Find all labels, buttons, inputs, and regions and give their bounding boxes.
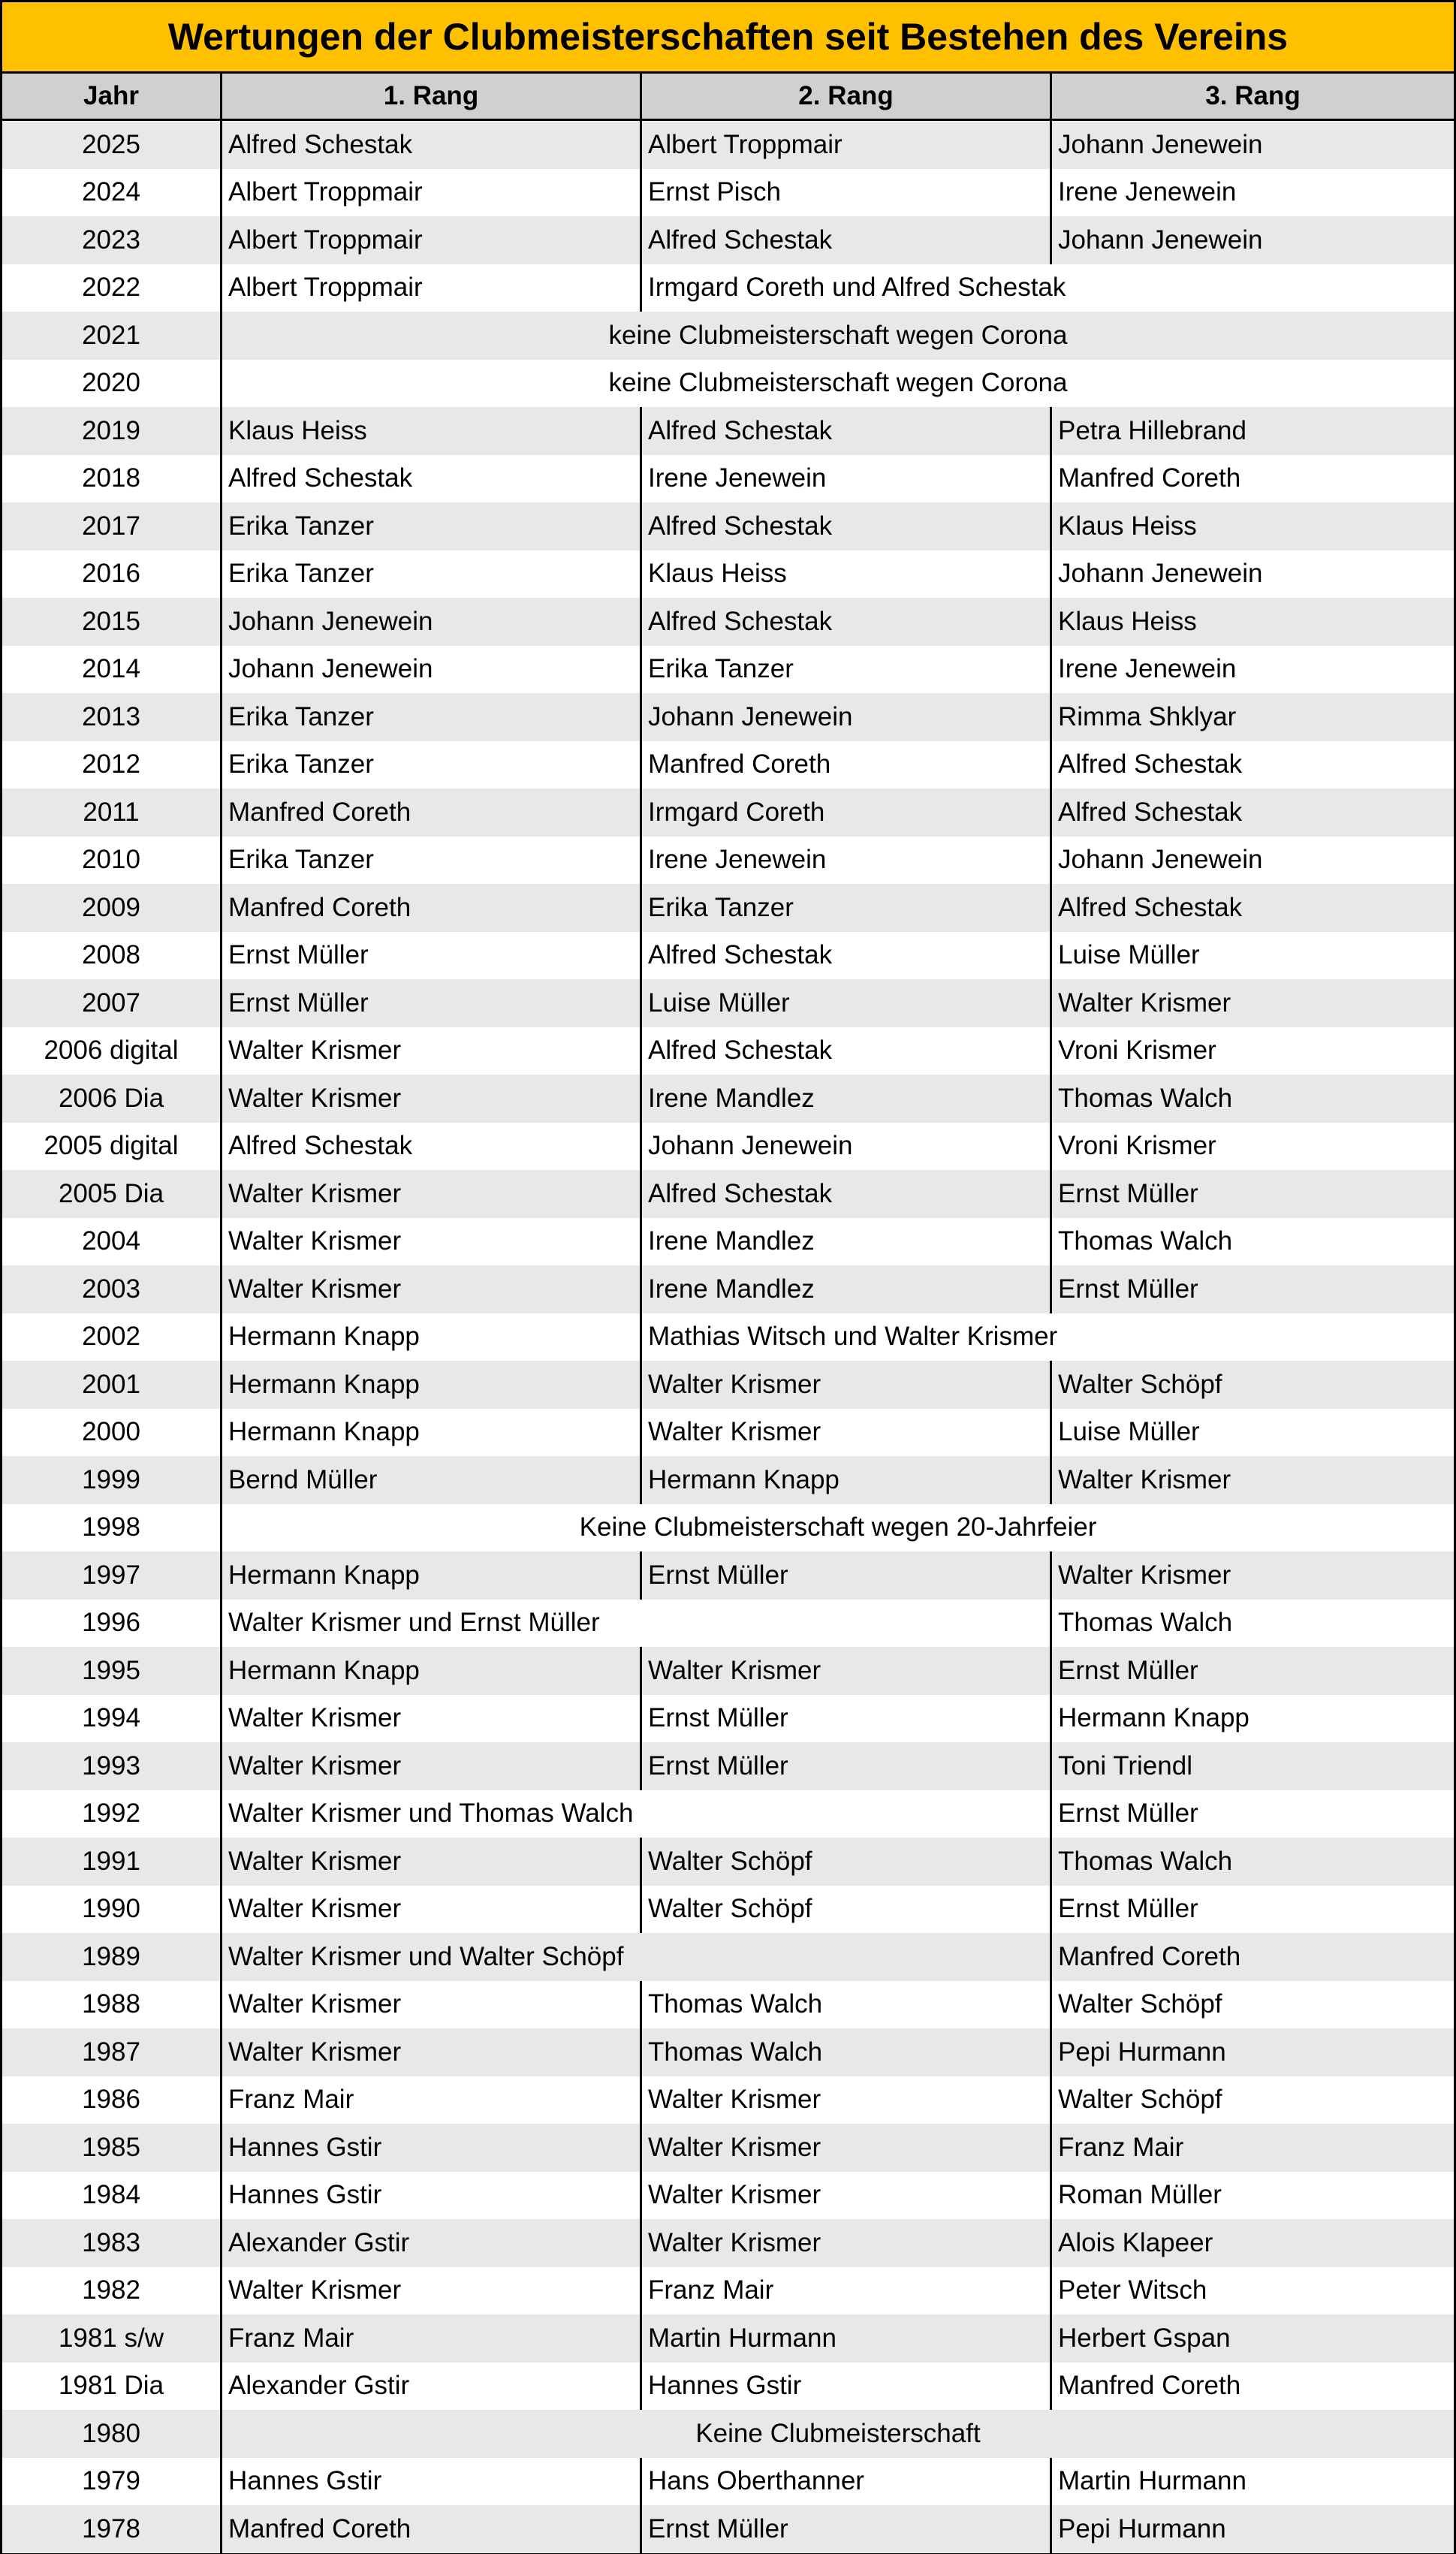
rank-3-cell: Luise Müller <box>1058 1417 1200 1447</box>
rank-2-cell: Ernst Müller <box>648 1750 788 1781</box>
table-row <box>2 1742 1454 1790</box>
table-row <box>2 2267 1454 2315</box>
rank-3-cell: Alfred Schestak <box>1058 892 1243 922</box>
rank-2-cell: Alfred Schestak <box>648 606 833 636</box>
year-cell: 2010 <box>82 845 140 875</box>
rank-2-cell: Ernst Müller <box>648 1703 788 1733</box>
rank-3-cell: Walter Schöpf <box>1058 1989 1222 2019</box>
year-cell: 1981 Dia <box>58 2371 164 2401</box>
rank-1-cell: Walter Krismer <box>228 1989 402 2019</box>
rank-2-cell: Johann Jenewein <box>648 701 853 731</box>
table-row <box>2 360 1454 408</box>
year-cell: 2002 <box>82 1322 140 1352</box>
table-row <box>2 1838 1454 1886</box>
rank-3-cell: Vroni Krismer <box>1058 1036 1216 1066</box>
rank-2-cell: Thomas Walch <box>648 1989 823 2019</box>
rank-2-cell: Johann Jenewein <box>648 1131 853 1161</box>
rank-1-cell: Alexander Gstir <box>228 2371 410 2401</box>
year-cell: 1982 <box>82 2275 140 2305</box>
rank-1-cell: Albert Troppmair <box>228 273 423 303</box>
rank-1-cell: Bernd Müller <box>228 1464 378 1494</box>
rank-3-cell: Alfred Schestak <box>1058 749 1243 779</box>
table-row <box>2 502 1454 550</box>
table-row <box>2 1600 1454 1648</box>
rank-3-cell: Ernst Müller <box>1058 1274 1198 1304</box>
year-cell: 1995 <box>82 1655 140 1685</box>
table-row <box>2 216 1454 264</box>
table-row <box>2 837 1454 885</box>
year-cell: 1986 <box>82 2085 140 2115</box>
rank-1-cell: Hannes Gstir <box>228 2466 382 2496</box>
rank-2-3-merged-cell: Irmgard Coreth und Alfred Schestak <box>648 273 1066 303</box>
table-row <box>2 264 1454 312</box>
rank-2-cell: Martin Hurmann <box>648 2323 837 2353</box>
year-cell: 1997 <box>82 1560 140 1590</box>
rank-3-cell: Walter Krismer <box>1058 1560 1231 1590</box>
rank-2-cell: Ernst Müller <box>648 2513 788 2543</box>
rank-1-cell: Albert Troppmair <box>228 177 423 207</box>
rank-2-cell: Manfred Coreth <box>648 749 831 779</box>
year-cell: 2020 <box>82 368 140 398</box>
rank-1-cell: Walter Krismer und Ernst Müller <box>228 1608 600 1638</box>
rank-2-cell: Hans Oberthanner <box>648 2466 864 2496</box>
rank-2-cell: Alfred Schestak <box>648 225 833 255</box>
year-cell: 2013 <box>82 701 140 731</box>
year-cell: 2016 <box>82 559 140 589</box>
rank-1-cell: Alfred Schestak <box>228 463 413 493</box>
year-cell: 2006 Dia <box>58 1083 164 1113</box>
year-cell: 2005 Dia <box>58 1178 164 1208</box>
year-cell: 2025 <box>82 129 140 159</box>
table-row <box>2 169 1454 217</box>
rank-1-cell: Walter Krismer <box>228 1703 402 1733</box>
rank-1-cell: Hermann Knapp <box>228 1560 420 1590</box>
rank-2-cell: Alfred Schestak <box>648 1036 833 1066</box>
rank-2-cell: Hermann Knapp <box>648 1464 840 1494</box>
rank-2-cell: Walter Krismer <box>648 2227 821 2257</box>
year-cell: 2019 <box>82 415 140 445</box>
title-text: Wertungen der Clubmeisterschaften seit Bestehen des Vereins <box>167 16 1289 58</box>
table-row <box>2 1647 1454 1695</box>
rank-2-cell: Irene Mandlez <box>648 1274 815 1304</box>
rank-2-cell: Walter Schöpf <box>648 1846 812 1876</box>
rank-2-cell: Irene Mandlez <box>648 1226 815 1256</box>
rank-3-cell: Pepi Hurmann <box>1058 2037 1226 2067</box>
rank-2-cell <box>642 1790 1050 1838</box>
rank-2-cell: Walter Krismer <box>648 1655 821 1685</box>
table-row <box>2 1504 1454 1552</box>
table-row <box>2 2219 1454 2267</box>
year-cell: 1979 <box>82 2466 140 2496</box>
rank-1-cell: Walter Krismer <box>228 1274 402 1304</box>
rank-3-cell: Herbert Gspan <box>1058 2323 1231 2353</box>
table-row <box>2 2172 1454 2220</box>
rank-1-cell: Hermann Knapp <box>228 1369 420 1399</box>
rank-3-cell: Johann Jenewein <box>1058 129 1263 159</box>
rank-3-cell <box>1052 1313 1454 1361</box>
table-row <box>2 1265 1454 1313</box>
year-cell: 1978 <box>82 2513 140 2543</box>
rank-3-cell: Walter Schöpf <box>1058 1369 1222 1399</box>
year-cell: 1984 <box>82 2180 140 2210</box>
header-rank-3: 3. Rang <box>1205 81 1301 110</box>
rank-1-cell: Johann Jenewein <box>228 606 433 636</box>
header-rank-2: 2. Rang <box>798 81 894 110</box>
rank-1-cell: Hermann Knapp <box>228 1417 420 1447</box>
rank-1-cell: Walter Krismer und Thomas Walch <box>228 1799 634 1829</box>
year-cell: 2022 <box>82 273 140 303</box>
merged-note-cell: Keine Clubmeisterschaft wegen 20-Jahrfeier <box>579 1512 1097 1542</box>
merged-note-cell: keine Clubmeisterschaft wegen Corona <box>608 320 1068 350</box>
table-row <box>2 1981 1454 2029</box>
table-row <box>2 312 1454 360</box>
rank-2-cell: Luise Müller <box>648 988 790 1018</box>
rank-1-cell: Erika Tanzer <box>228 749 374 779</box>
table-title <box>2 2 1454 74</box>
rank-2-cell: Irene Jenewein <box>648 845 827 875</box>
table-row <box>2 2028 1454 2076</box>
rank-3-cell: Alois Klapeer <box>1058 2227 1213 2257</box>
table-row <box>2 2124 1454 2172</box>
rank-3-cell: Rimma Shklyar <box>1058 701 1237 731</box>
rank-3-cell: Thomas Walch <box>1058 1226 1233 1256</box>
rank-2-cell: Erika Tanzer <box>648 892 794 922</box>
table-row <box>2 1551 1454 1600</box>
year-cell: 2015 <box>82 606 140 636</box>
table-row <box>2 2458 1454 2506</box>
year-cell: 1981 s/w <box>58 2323 164 2353</box>
table-row <box>2 121 1454 169</box>
rank-1-cell: Hermann Knapp <box>228 1322 420 1352</box>
rank-2-cell: Klaus Heiss <box>648 559 787 589</box>
rank-2-cell: Alfred Schestak <box>648 415 833 445</box>
year-cell: 1990 <box>82 1894 140 1924</box>
rank-3-cell: Irene Jenewein <box>1058 654 1237 684</box>
rank-2-cell: Mathias Witsch und Walter Krismer <box>648 1322 1058 1352</box>
rank-1-cell: Walter Krismer <box>228 1750 402 1781</box>
rank-1-cell: Erika Tanzer <box>228 701 374 731</box>
year-cell: 2008 <box>82 940 140 970</box>
rank-3-cell: Manfred Coreth <box>1058 463 1241 493</box>
rank-1-cell: Erika Tanzer <box>228 511 374 541</box>
rank-2-cell: Ernst Pisch <box>648 177 781 207</box>
table-row <box>2 598 1454 646</box>
rank-3-cell: Ernst Müller <box>1058 1178 1198 1208</box>
year-cell: 2006 digital <box>44 1036 179 1066</box>
rank-3-cell: Vroni Krismer <box>1058 1131 1216 1161</box>
table-row <box>2 2410 1454 2458</box>
table-row <box>2 693 1454 741</box>
rank-1-cell: Ernst Müller <box>228 988 369 1018</box>
table-row <box>2 1790 1454 1838</box>
rank-1-cell: Alfred Schestak <box>228 129 413 159</box>
rank-2-cell: Hannes Gstir <box>648 2371 802 2401</box>
rank-3-cell: Manfred Coreth <box>1058 2371 1241 2401</box>
rank-3-cell: Petra Hillebrand <box>1058 415 1246 445</box>
year-cell: 2000 <box>82 1417 140 1447</box>
rank-3-cell: Johann Jenewein <box>1058 559 1263 589</box>
rank-2-cell: Irene Jenewein <box>648 463 827 493</box>
rank-3-cell: Walter Schöpf <box>1058 2085 1222 2115</box>
rank-1-cell: Johann Jenewein <box>228 654 433 684</box>
rank-2-cell: Walter Krismer <box>648 2085 821 2115</box>
table-row <box>2 407 1454 455</box>
rank-3-cell: Luise Müller <box>1058 940 1200 970</box>
merged-note-cell: Keine Clubmeisterschaft <box>695 2418 981 2448</box>
rank-1-cell: Alexander Gstir <box>228 2227 410 2257</box>
rank-1-cell: Klaus Heiss <box>228 415 367 445</box>
table-row <box>2 2076 1454 2124</box>
rank-1-cell: Hannes Gstir <box>228 2180 382 2210</box>
rank-1-cell: Walter Krismer <box>228 1226 402 1256</box>
table-row <box>2 1027 1454 1075</box>
table-row <box>2 1695 1454 1743</box>
rank-2-cell: Irmgard Coreth <box>648 797 825 827</box>
year-cell: 1983 <box>82 2227 140 2257</box>
rank-3-cell: Johann Jenewein <box>1058 845 1263 875</box>
table-row <box>2 1313 1454 1361</box>
year-cell: 2014 <box>82 654 140 684</box>
year-cell: 2012 <box>82 749 140 779</box>
year-cell: 2021 <box>82 320 140 350</box>
year-cell: 2024 <box>82 177 140 207</box>
year-cell: 1989 <box>82 1941 140 1971</box>
table-row <box>2 1361 1454 1409</box>
rank-1-cell: Manfred Coreth <box>228 797 411 827</box>
table-row <box>2 1886 1454 1934</box>
table-row <box>2 1933 1454 1981</box>
table-row <box>2 1218 1454 1266</box>
rank-3-cell: Martin Hurmann <box>1058 2466 1246 2496</box>
rank-2-cell: Walter Krismer <box>648 1369 821 1399</box>
year-cell: 1991 <box>82 1846 140 1876</box>
table-row <box>2 2505 1454 2553</box>
table-row <box>2 1170 1454 1218</box>
rank-1-cell: Hermann Knapp <box>228 1655 420 1685</box>
year-cell: 2023 <box>82 225 140 255</box>
year-cell: 2017 <box>82 511 140 541</box>
rank-2-cell: Thomas Walch <box>648 2037 823 2067</box>
rank-2-cell: Walter Krismer <box>648 1417 821 1447</box>
rank-1-cell: Erika Tanzer <box>228 845 374 875</box>
table-row <box>2 1123 1454 1171</box>
rank-2-cell: Alfred Schestak <box>648 1178 833 1208</box>
rank-3-cell: Thomas Walch <box>1058 1846 1233 1876</box>
year-cell: 1993 <box>82 1750 140 1781</box>
rank-2-cell: Alfred Schestak <box>648 511 833 541</box>
table-row <box>2 455 1454 503</box>
rank-3-cell: Thomas Walch <box>1058 1083 1233 1113</box>
rank-1-cell: Walter Krismer <box>228 1846 402 1876</box>
year-cell: 1994 <box>82 1703 140 1733</box>
rank-3-cell: Ernst Müller <box>1058 1894 1198 1924</box>
header-rank-1: 1. Rang <box>383 81 479 110</box>
rank-1-cell: Hannes Gstir <box>228 2132 382 2162</box>
rank-3-cell: Klaus Heiss <box>1058 606 1197 636</box>
table-row <box>2 1409 1454 1457</box>
rank-2-cell: Walter Schöpf <box>648 1894 812 1924</box>
year-cell: 2018 <box>82 463 140 493</box>
rank-3-cell: Hermann Knapp <box>1058 1703 1250 1733</box>
rank-3-cell: Franz Mair <box>1058 2132 1184 2162</box>
rank-1-cell: Walter Krismer und Walter Schöpf <box>228 1941 624 1971</box>
rank-2-cell: Walter Krismer <box>648 2180 821 2210</box>
year-cell: 2004 <box>82 1226 140 1256</box>
rank-1-cell: Albert Troppmair <box>228 225 423 255</box>
rank-3-cell: Walter Krismer <box>1058 1464 1231 1494</box>
rank-1-cell: Ernst Müller <box>228 940 369 970</box>
rank-3-cell: Johann Jenewein <box>1058 225 1263 255</box>
rank-3-cell: Walter Krismer <box>1058 988 1231 1018</box>
year-cell: 2001 <box>82 1369 140 1399</box>
year-cell: 2011 <box>83 797 140 827</box>
table-row <box>2 932 1454 980</box>
year-cell: 1996 <box>82 1608 140 1638</box>
rank-1-cell: Walter Krismer <box>228 2275 402 2305</box>
merged-note-cell: keine Clubmeisterschaft wegen Corona <box>608 368 1068 398</box>
year-cell: 1999 <box>82 1464 140 1494</box>
year-cell: 2009 <box>82 892 140 922</box>
year-cell: 2005 digital <box>44 1131 179 1161</box>
rank-3-cell: Manfred Coreth <box>1058 1941 1241 1971</box>
table-row <box>2 884 1454 932</box>
table-row <box>2 789 1454 837</box>
table-row <box>2 1075 1454 1123</box>
rank-2-cell: Walter Krismer <box>648 2132 821 2162</box>
rank-2-cell: Franz Mair <box>648 2275 774 2305</box>
rank-3-cell: Peter Witsch <box>1058 2275 1207 2305</box>
table-row <box>2 1456 1454 1504</box>
rank-1-cell: Walter Krismer <box>228 1036 402 1066</box>
rank-2-cell <box>642 1600 1050 1648</box>
rank-1-cell: Alfred Schestak <box>228 1131 413 1161</box>
table-row <box>2 741 1454 789</box>
year-cell: 1980 <box>82 2418 140 2448</box>
rank-1-cell: Erika Tanzer <box>228 559 374 589</box>
header-row <box>2 74 1454 121</box>
rank-3-cell: Toni Triendl <box>1058 1750 1192 1781</box>
header-year: Jahr <box>83 81 139 110</box>
table-row <box>2 2363 1454 2411</box>
rank-3-cell: Roman Müller <box>1058 2180 1222 2210</box>
rank-1-cell: Walter Krismer <box>228 2037 402 2067</box>
rank-2-cell: Alfred Schestak <box>648 940 833 970</box>
table-row <box>2 2314 1454 2363</box>
rank-3-cell: Irene Jenewein <box>1058 177 1237 207</box>
table-row <box>2 646 1454 694</box>
rank-1-cell: Franz Mair <box>228 2085 354 2115</box>
rank-1-cell: Walter Krismer <box>228 1894 402 1924</box>
rank-1-cell: Walter Krismer <box>228 1178 402 1208</box>
year-cell: 2003 <box>82 1274 140 1304</box>
table-row <box>2 979 1454 1027</box>
year-cell: 1985 <box>82 2132 140 2162</box>
year-cell: 1987 <box>82 2037 140 2067</box>
rank-1-cell: Manfred Coreth <box>228 2513 411 2543</box>
year-cell: 1998 <box>82 1512 140 1542</box>
rank-3-cell: Thomas Walch <box>1058 1608 1233 1638</box>
year-cell: 1992 <box>82 1799 140 1829</box>
rank-1-cell: Franz Mair <box>228 2323 354 2353</box>
rank-3-cell: Ernst Müller <box>1058 1655 1198 1685</box>
rank-2-cell: Albert Troppmair <box>648 129 843 159</box>
rank-2-cell: Irene Mandlez <box>648 1083 815 1113</box>
rank-3-cell: Ernst Müller <box>1058 1799 1198 1829</box>
table-row <box>2 550 1454 599</box>
rank-3-cell: Pepi Hurmann <box>1058 2513 1226 2543</box>
rank-1-cell: Manfred Coreth <box>228 892 411 922</box>
rank-2-cell: Erika Tanzer <box>648 654 794 684</box>
rank-3-cell: Klaus Heiss <box>1058 511 1197 541</box>
year-cell: 2007 <box>82 988 140 1018</box>
year-cell: 1988 <box>82 1989 140 2019</box>
rank-2-cell <box>642 1933 1050 1981</box>
rank-1-cell: Walter Krismer <box>228 1083 402 1113</box>
rank-3-cell: Alfred Schestak <box>1058 797 1243 827</box>
rank-2-cell: Ernst Müller <box>648 1560 788 1590</box>
